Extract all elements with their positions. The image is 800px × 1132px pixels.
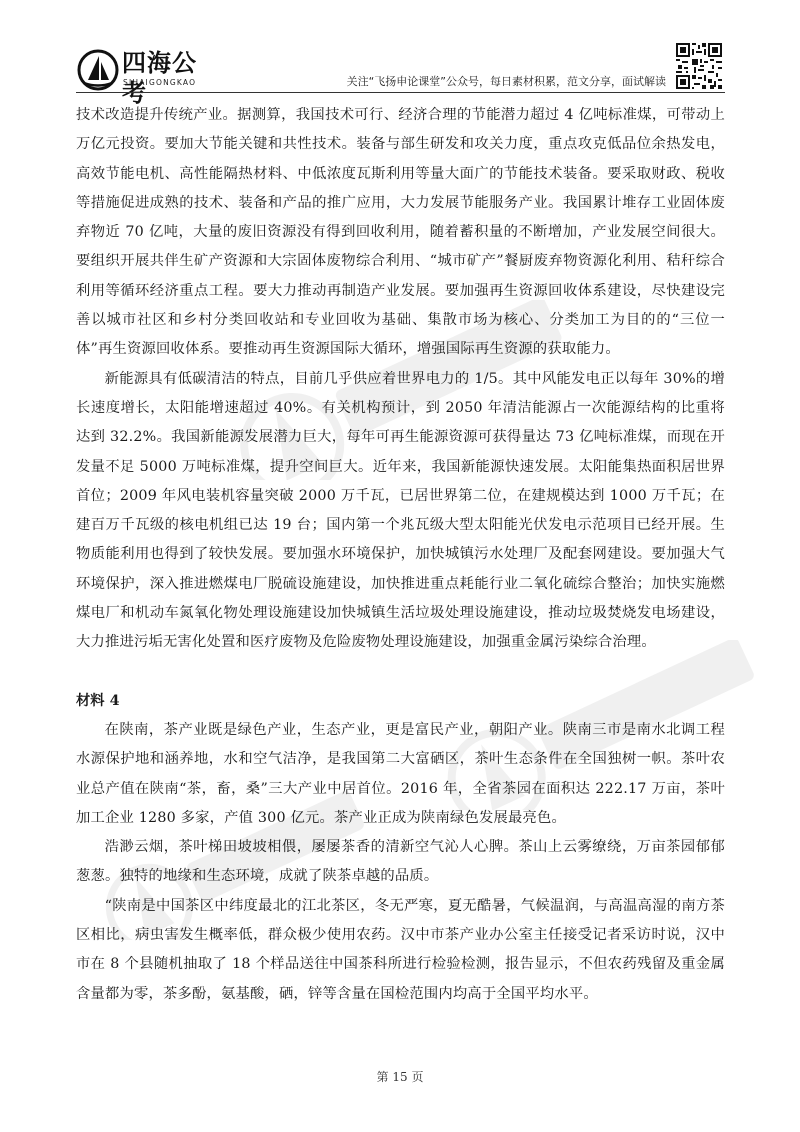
qr-code-icon xyxy=(676,43,722,89)
header-tagline: 关注“飞扬申论课堂”公众号，每日素材积累，范文分享，面试解读 xyxy=(346,75,666,88)
header-divider xyxy=(76,92,725,93)
section-heading: 材料 4 xyxy=(76,692,120,709)
page-header xyxy=(0,0,800,107)
paragraph: 在陕南，茶产业既是绿色产业，生态产业，更是富民产业，朝阳产业。陕南三市是南水北调工程水源保护地和涵养地，水和空气洁净，是我国第二大富硒区，茶叶生态条件在全国独树一帜。茶叶农业总产值在陕南“茶，畜，桑”三大产业中居首位。2016 年，全省茶园在面积达 222.17 万亩，茶叶加工企业 1280 多家，产值 300 亿元。茶产业正成为陕南绿色发展最亮色。 xyxy=(76,721,725,826)
paragraph: 技术改造提升传统产业。据测算，我国技术可行、经济合理的节能潜力超过 4 亿吨标准煤，可带动上万亿元投资。要加大节能关键和共性技术。装备与部生研发和攻关力度，重点攻克低品位余热发电，高效节能电机、高性能隔热材料、中低浓度瓦斯利用等量大面广的节能技术装备。要采取财政、税收等措施促进成熟的技术、装备和产品的推广应用，大力发展节能服务产业。我国累计堆存工业固体废弃物近 70 亿吨，大量的废旧资源没有得到回收利用，随着蓄积量的不断增加，产业发展空间很大。要组织开展共伴生矿产资源和大宗固体废物综合利用、“城市矿产”餐厨废弃物资源化利用、秸秆综合利用等循环经济重点工程。要大力推动再制造产业发展。要加强再生资源回收体系建设，尽快建设完善以城市社区和乡村分类回收站和专业回收为基础、集散市场为核心、分类加工为目的的“三位一体”再生资源回收体系。要推动再生资源国际大循环，增强国际再生资源的获取能力。 xyxy=(76,107,725,358)
paragraph: “陕南是中国茶区中纬度最北的江北茶区，冬无严寒，夏无酷暑，气候温润，与高温高湿的南方茶区相比，病虫害发生概率低，群众极少使用农药。汉中市茶产业办公室主任接受记者采访时说，汉中市在 8 个县随机抽取了 18 个样品送往中国茶科所进行检验检测，报告显示，不但农药残留及重金属含量都为零，茶多酚，氨基酸，硒，锌等含量在国检范围内均高于全国平均水平。 xyxy=(76,897,725,1002)
paragraph: 浩渺云烟，茶叶梯田坡坡相偎，屡屡茶香的清新空气沁人心脾。茶山上云雾缭绕，万亩茶园郁郁葱葱。独特的地缘和生态环境，成就了陕茶卓越的品质。 xyxy=(76,839,725,885)
brand-name: 四海公考 xyxy=(122,49,197,107)
paragraph: 新能源具有低碳清洁的特点，目前几乎供应着世界电力的 1/5。其中风能发电正以每年 30%的增长速度增长，太阳能增速超过 40%。有关机构预计，到 2050 年清洁能源占一次能源结构的比重将达到 32.2%。我国新能源发展潜力巨大，每年可再生能源资源可获得量达 73 亿吨标准煤，而现在开发量不足 5000 万吨标准煤，提升空间巨大。近年来，我国新能源快速发展。太阳能集热面积居世界首位；2009 年风电装机容量突破 2000 万千瓦，已居世界第二位，在建规模达到 1000 万千瓦；在建百万千瓦级的核电机组已达 19 台；国内第一个兆瓦级大型太阳能光伏发电示范项目已经开展。生物质能利用也得到了较快发展。要加强水环境保护，加快城镇污水处理厂及配套网建设。要加强大气环境保护，深入推进燃煤电厂脱硫设施建设，加快推进重点耗能行业二氧化硫综合整治；加快实施燃煤电厂和机动车氮氧化物处理设施建设加快城镇生活垃圾处理设施建设，推动垃圾焚烧发电场建设，大力推进污垢无害化处置和医疗废物及危险废物处理设施建设，加强重金属污染综合治理。 xyxy=(76,370,725,651)
sail-logo-icon xyxy=(76,48,120,92)
brand-name-en: SIHAIGONGKAO xyxy=(123,78,197,87)
document-body xyxy=(76,101,725,1009)
brand-logo xyxy=(76,48,216,107)
page-number: 第 15 页 xyxy=(376,1070,424,1084)
